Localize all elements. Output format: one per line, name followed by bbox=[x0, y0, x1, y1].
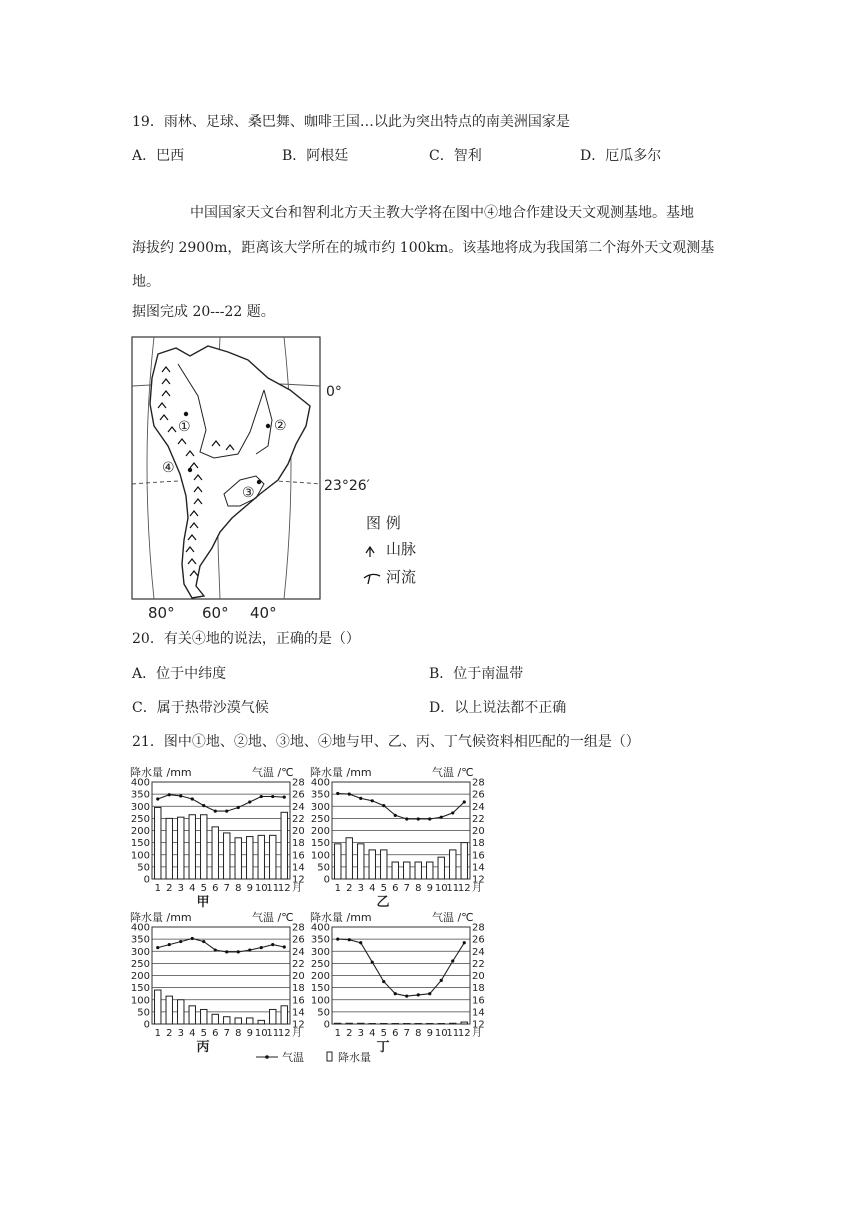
month-label: 3 bbox=[177, 1028, 184, 1039]
temp-tick-label: 18 bbox=[292, 838, 305, 850]
temp-axis-label: 气温 /℃ bbox=[432, 911, 474, 924]
month-label: 1 bbox=[334, 1028, 341, 1039]
precip-bar bbox=[335, 1023, 341, 1024]
month-label: 3 bbox=[177, 883, 184, 894]
legend-mountain-label: 山脉 bbox=[386, 540, 417, 558]
precip-tick-label: 250 bbox=[310, 813, 330, 825]
month-label: 11 bbox=[266, 1028, 280, 1039]
temp-line bbox=[158, 939, 284, 952]
precip-tick-label: 350 bbox=[310, 789, 330, 801]
temp-point bbox=[359, 797, 362, 800]
q19-option-c: C．智利 bbox=[429, 148, 482, 164]
month-label: 3 bbox=[357, 1028, 364, 1039]
temp-axis-label: 气温 /℃ bbox=[252, 911, 294, 924]
precip-bar bbox=[281, 1006, 287, 1024]
temp-tick-label: 26 bbox=[472, 789, 485, 801]
temp-tick-label: 28 bbox=[292, 777, 305, 789]
precip-tick-label: 400 bbox=[130, 777, 150, 789]
temp-point bbox=[348, 938, 351, 941]
month-suffix: 月 bbox=[472, 1028, 482, 1039]
temp-point bbox=[405, 817, 408, 820]
month-label: 7 bbox=[403, 883, 410, 894]
q20-option-a: A．位于中纬度 bbox=[132, 666, 227, 682]
temp-tick-label: 12 bbox=[472, 874, 485, 886]
month-label: 6 bbox=[212, 883, 219, 894]
precip-bar bbox=[247, 1018, 253, 1024]
precip-tick-label: 150 bbox=[130, 983, 150, 995]
precip-bar bbox=[427, 862, 433, 879]
point-4-dot bbox=[188, 468, 192, 472]
precip-bar bbox=[450, 850, 456, 879]
precip-bar bbox=[178, 1000, 184, 1024]
intro-instruction: 据图完成 20---22 题。 bbox=[132, 304, 275, 320]
precip-bar bbox=[461, 843, 467, 879]
q20-option-d: D．以上说法都不正确 bbox=[429, 700, 567, 716]
temp-tick-label: 16 bbox=[472, 850, 485, 862]
point-1-dot bbox=[184, 412, 188, 416]
temp-point bbox=[248, 800, 251, 803]
temp-point bbox=[463, 800, 466, 803]
temp-point bbox=[191, 937, 194, 940]
month-label: 2 bbox=[346, 1028, 353, 1039]
temp-point bbox=[271, 943, 274, 946]
precip-bar bbox=[438, 857, 444, 879]
precip-axis-label: 降水量 /mm bbox=[130, 911, 192, 924]
legend-precip-swatch bbox=[327, 1052, 332, 1061]
intro-line-1: 中国国家天文台和智利北方天主教大学将在图中④地合作建设天文观测基地。基地 bbox=[190, 205, 694, 221]
legend-precip-label: 降水量 bbox=[338, 1051, 371, 1064]
south-america-map bbox=[128, 334, 428, 624]
precip-tick-label: 0 bbox=[143, 1019, 150, 1031]
month-label: 5 bbox=[200, 1028, 207, 1039]
precip-tick-label: 50 bbox=[137, 1007, 150, 1019]
precip-tick-label: 300 bbox=[310, 801, 330, 813]
temp-tick-label: 26 bbox=[292, 934, 305, 946]
lat-equator-label: 0° bbox=[326, 384, 342, 400]
month-label: 11 bbox=[446, 883, 460, 894]
precip-tick-label: 300 bbox=[310, 946, 330, 958]
precip-tick-label: 150 bbox=[310, 983, 330, 995]
temp-tick-label: 22 bbox=[292, 958, 305, 970]
month-label: 4 bbox=[189, 1028, 196, 1039]
month-label: 4 bbox=[189, 883, 196, 894]
temp-point bbox=[394, 814, 397, 817]
precip-tick-label: 150 bbox=[130, 838, 150, 850]
month-label: 10 bbox=[254, 1028, 268, 1039]
temp-tick-label: 16 bbox=[292, 995, 305, 1007]
temp-tick-label: 24 bbox=[292, 946, 305, 958]
temp-point bbox=[168, 793, 171, 796]
temp-point bbox=[394, 992, 397, 995]
chart-title: 甲 bbox=[196, 895, 210, 910]
temp-point bbox=[237, 806, 240, 809]
precip-bar bbox=[155, 990, 161, 1024]
temp-point bbox=[428, 992, 431, 995]
precip-bar bbox=[224, 833, 230, 879]
precip-bar bbox=[258, 1020, 264, 1024]
precip-tick-label: 0 bbox=[143, 874, 150, 886]
precip-bar bbox=[166, 996, 172, 1024]
month-label: 9 bbox=[246, 1028, 253, 1039]
temp-point bbox=[405, 995, 408, 998]
month-label: 12 bbox=[457, 883, 471, 894]
temp-tick-label: 26 bbox=[472, 934, 485, 946]
legend-river-label: 河流 bbox=[386, 568, 417, 586]
temp-point bbox=[260, 946, 263, 949]
precip-tick-label: 250 bbox=[310, 958, 330, 970]
month-label: 12 bbox=[457, 1028, 471, 1039]
temp-tick-label: 12 bbox=[292, 874, 305, 886]
temp-tick-label: 18 bbox=[472, 983, 485, 995]
temp-line bbox=[158, 795, 284, 811]
precip-tick-label: 250 bbox=[130, 958, 150, 970]
temp-point bbox=[336, 792, 339, 795]
precip-axis-label: 降水量 /mm bbox=[310, 766, 372, 779]
temp-tick-label: 22 bbox=[472, 958, 485, 970]
temp-tick-label: 28 bbox=[292, 922, 305, 934]
temp-point bbox=[283, 796, 286, 799]
precip-tick-label: 100 bbox=[130, 995, 150, 1007]
month-label: 12 bbox=[277, 1028, 291, 1039]
temp-point bbox=[283, 945, 286, 948]
chart-title: 丙 bbox=[196, 1040, 210, 1055]
point-2-label: ② bbox=[274, 418, 287, 434]
temp-tick-label: 24 bbox=[472, 946, 485, 958]
temp-tick-label: 24 bbox=[472, 801, 485, 813]
month-label: 1 bbox=[334, 883, 341, 894]
temp-tick-label: 12 bbox=[292, 1019, 305, 1031]
temp-point bbox=[271, 795, 274, 798]
point-3-dot bbox=[257, 480, 261, 484]
precip-bar bbox=[235, 1018, 241, 1024]
precip-bar bbox=[201, 1009, 207, 1024]
temp-tick-label: 22 bbox=[472, 813, 485, 825]
precip-bar bbox=[247, 837, 253, 879]
precip-bar bbox=[346, 1023, 352, 1024]
precip-bar bbox=[258, 835, 264, 879]
month-label: 8 bbox=[235, 883, 242, 894]
temp-point bbox=[225, 810, 228, 813]
temp-point bbox=[179, 794, 182, 797]
temp-tick-label: 16 bbox=[292, 850, 305, 862]
temp-point bbox=[359, 941, 362, 944]
precip-bar bbox=[235, 838, 241, 879]
month-label: 10 bbox=[434, 1028, 448, 1039]
precip-tick-label: 0 bbox=[323, 1019, 330, 1031]
precip-bar bbox=[166, 818, 172, 879]
precip-bar bbox=[358, 844, 364, 879]
q20-option-c: C．属于热带沙漠气候 bbox=[132, 700, 269, 716]
temp-point bbox=[260, 795, 263, 798]
month-label: 2 bbox=[166, 883, 173, 894]
temp-tick-label: 20 bbox=[472, 826, 485, 837]
precip-tick-label: 350 bbox=[130, 934, 150, 946]
temp-tick-label: 14 bbox=[292, 862, 305, 874]
month-label: 5 bbox=[380, 1028, 387, 1039]
lon-60-label: 60° bbox=[202, 604, 229, 622]
precip-bar bbox=[392, 862, 398, 879]
month-label: 1 bbox=[154, 883, 161, 894]
temp-point bbox=[451, 811, 454, 814]
q20-option-b: B．位于南温带 bbox=[429, 666, 524, 682]
temp-axis-label: 气温 /℃ bbox=[432, 766, 474, 779]
precip-tick-label: 100 bbox=[130, 850, 150, 862]
month-label: 12 bbox=[277, 883, 291, 894]
point-2-dot bbox=[266, 424, 270, 428]
temp-point bbox=[451, 959, 454, 962]
temp-point bbox=[417, 817, 420, 820]
precip-bar bbox=[346, 838, 352, 879]
precip-bar bbox=[450, 1023, 456, 1024]
temp-tick-label: 20 bbox=[472, 971, 485, 982]
temp-tick-label: 20 bbox=[292, 971, 305, 982]
month-suffix: 月 bbox=[292, 1028, 302, 1039]
point-3-label: ③ bbox=[242, 485, 255, 501]
temp-point bbox=[168, 943, 171, 946]
month-label: 6 bbox=[392, 883, 399, 894]
precip-tick-label: 200 bbox=[310, 971, 330, 982]
precip-bar bbox=[358, 1023, 364, 1024]
point-4-label: ④ bbox=[162, 460, 175, 476]
q21-stem: 21．图中①地、②地、③地、④地与甲、乙、丙、丁气候资料相匹配的一组是（） bbox=[132, 734, 640, 750]
precip-axis-label: 降水量 /mm bbox=[310, 911, 372, 924]
temp-point bbox=[348, 793, 351, 796]
precip-tick-label: 200 bbox=[130, 971, 150, 982]
temp-point bbox=[237, 950, 240, 953]
mountain-icon bbox=[366, 547, 374, 557]
month-label: 8 bbox=[415, 883, 422, 894]
q19-option-d: D．厄瓜多尔 bbox=[580, 148, 662, 164]
month-label: 7 bbox=[223, 1028, 230, 1039]
temp-point bbox=[417, 993, 420, 996]
temp-point bbox=[382, 804, 385, 807]
precip-bar bbox=[212, 1014, 218, 1024]
precip-tick-label: 0 bbox=[323, 874, 330, 886]
temp-point bbox=[428, 817, 431, 820]
month-suffix: 月 bbox=[292, 883, 302, 894]
chart-title: 丁 bbox=[376, 1040, 390, 1055]
temp-tick-label: 26 bbox=[292, 789, 305, 801]
precip-bar bbox=[270, 1009, 276, 1024]
q19-option-b: B．阿根廷 bbox=[282, 148, 349, 164]
month-label: 9 bbox=[246, 883, 253, 894]
precip-tick-label: 300 bbox=[130, 801, 150, 813]
month-label: 10 bbox=[434, 883, 448, 894]
precip-tick-label: 400 bbox=[130, 922, 150, 934]
temp-tick-label: 14 bbox=[292, 1007, 305, 1019]
temp-point bbox=[214, 810, 217, 813]
temp-tick-label: 14 bbox=[472, 1007, 485, 1019]
temp-point bbox=[179, 940, 182, 943]
temp-point bbox=[225, 950, 228, 953]
precip-tick-label: 300 bbox=[130, 946, 150, 958]
month-label: 9 bbox=[426, 1028, 433, 1039]
precip-bar bbox=[369, 850, 375, 879]
temp-tick-label: 18 bbox=[472, 838, 485, 850]
month-label: 4 bbox=[369, 883, 376, 894]
lat-tropic-label: 23°26′ bbox=[324, 478, 370, 494]
temp-tick-label: 28 bbox=[472, 777, 485, 789]
precip-bar bbox=[155, 807, 161, 879]
temp-point bbox=[440, 979, 443, 982]
temp-tick-label: 12 bbox=[472, 1019, 485, 1031]
temp-point bbox=[191, 797, 194, 800]
temp-point bbox=[440, 816, 443, 819]
precip-tick-label: 50 bbox=[317, 862, 330, 874]
precip-tick-label: 50 bbox=[317, 1007, 330, 1019]
month-label: 1 bbox=[154, 1028, 161, 1039]
month-label: 10 bbox=[254, 883, 268, 894]
temp-point bbox=[463, 941, 466, 944]
precip-tick-label: 350 bbox=[130, 789, 150, 801]
precip-bar bbox=[381, 850, 387, 879]
precip-tick-label: 350 bbox=[310, 934, 330, 946]
temp-point bbox=[202, 804, 205, 807]
month-label: 8 bbox=[235, 1028, 242, 1039]
precip-bar bbox=[189, 815, 195, 879]
precip-bar bbox=[270, 835, 276, 879]
temp-point bbox=[382, 980, 385, 983]
climate-charts bbox=[128, 764, 488, 1076]
precip-tick-label: 200 bbox=[130, 826, 150, 837]
temp-tick-label: 14 bbox=[472, 862, 485, 874]
legend-temp-label: 气温 bbox=[282, 1051, 304, 1064]
temp-point bbox=[214, 948, 217, 951]
temp-tick-label: 16 bbox=[472, 995, 485, 1007]
temp-tick-label: 24 bbox=[292, 801, 305, 813]
month-label: 11 bbox=[266, 883, 280, 894]
month-label: 7 bbox=[223, 883, 230, 894]
precip-bar bbox=[178, 817, 184, 879]
chart-title: 乙 bbox=[376, 895, 390, 910]
precip-tick-label: 400 bbox=[310, 922, 330, 934]
month-label: 6 bbox=[212, 1028, 219, 1039]
precip-axis-label: 降水量 /mm bbox=[130, 766, 192, 779]
precip-bar bbox=[201, 815, 207, 879]
temp-point bbox=[371, 799, 374, 802]
month-label: 8 bbox=[415, 1028, 422, 1039]
temp-point bbox=[371, 961, 374, 964]
temp-point bbox=[202, 940, 205, 943]
temp-tick-label: 20 bbox=[292, 826, 305, 837]
temp-point bbox=[156, 946, 159, 949]
month-label: 6 bbox=[392, 1028, 399, 1039]
intro-line-3: 地。 bbox=[132, 274, 160, 290]
precip-tick-label: 250 bbox=[130, 813, 150, 825]
temp-point bbox=[336, 938, 339, 941]
month-label: 11 bbox=[446, 1028, 460, 1039]
temp-tick-label: 22 bbox=[292, 813, 305, 825]
precip-bar bbox=[189, 1006, 195, 1024]
q19-stem: 19．雨林、足球、桑巴舞、咖啡王国…以此为突出特点的南美洲国家是 bbox=[132, 114, 570, 130]
month-label: 2 bbox=[166, 1028, 173, 1039]
month-label: 3 bbox=[357, 883, 364, 894]
legend-title: 图 例 bbox=[366, 514, 401, 532]
precip-bar bbox=[335, 844, 341, 879]
temp-axis-label: 气温 /℃ bbox=[252, 766, 294, 779]
month-label: 7 bbox=[403, 1028, 410, 1039]
lon-80-label: 80° bbox=[148, 604, 175, 622]
month-suffix: 月 bbox=[472, 883, 482, 894]
point-1-label: ① bbox=[178, 419, 191, 435]
precip-bar bbox=[415, 862, 421, 879]
q20-stem: 20．有关④地的说法，正确的是（） bbox=[132, 631, 360, 647]
precip-tick-label: 400 bbox=[310, 777, 330, 789]
month-label: 5 bbox=[380, 883, 387, 894]
precip-tick-label: 100 bbox=[310, 850, 330, 862]
temp-point bbox=[156, 797, 159, 800]
precip-bar bbox=[281, 812, 287, 879]
intro-line-2: 海拔约 2900m，距离该大学所在的城市约 100km。该基地将成为我国第二个海外天文观测基 bbox=[132, 240, 715, 256]
legend-temp-dot bbox=[265, 1055, 269, 1059]
precip-tick-label: 50 bbox=[137, 862, 150, 874]
precip-tick-label: 200 bbox=[310, 826, 330, 837]
precip-bar bbox=[461, 1022, 467, 1024]
precip-tick-label: 150 bbox=[310, 838, 330, 850]
month-label: 5 bbox=[200, 883, 207, 894]
temp-tick-label: 18 bbox=[292, 983, 305, 995]
month-label: 4 bbox=[369, 1028, 376, 1039]
temp-tick-label: 28 bbox=[472, 922, 485, 934]
temp-point bbox=[248, 948, 251, 951]
precip-tick-label: 100 bbox=[310, 995, 330, 1007]
precip-bar bbox=[212, 827, 218, 879]
precip-bar bbox=[224, 1017, 230, 1024]
q19-option-a: A．巴西 bbox=[132, 148, 185, 164]
precip-bar bbox=[404, 862, 410, 879]
river-icon bbox=[364, 574, 380, 584]
month-label: 2 bbox=[346, 883, 353, 894]
month-label: 9 bbox=[426, 883, 433, 894]
lon-40-label: 40° bbox=[250, 604, 277, 622]
